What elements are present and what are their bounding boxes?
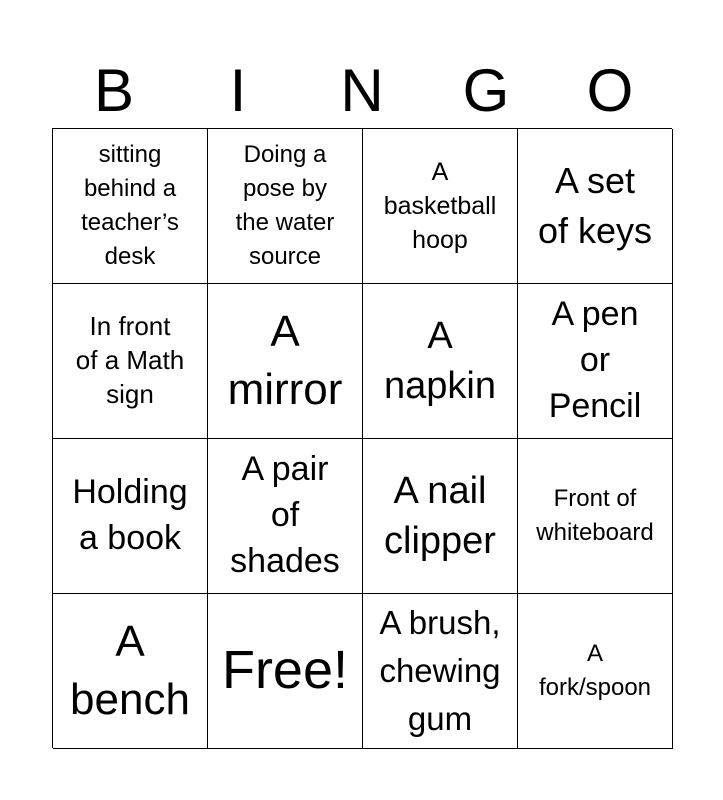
header-letter-b: B — [93, 57, 135, 124]
header-letter-i: I — [229, 57, 247, 124]
bingo-cell-text: A nail clipper — [384, 469, 496, 562]
bingo-cell — [53, 129, 208, 284]
header-letter-n: N — [340, 57, 384, 124]
bingo-cell — [363, 129, 518, 284]
bingo-cell-text: sitting behind a teacher’s desk — [81, 140, 179, 271]
bingo-cell-text: A fork/spoon — [538, 639, 652, 701]
bingo-cell — [53, 284, 208, 439]
bingo-cell-text: A pen or Pencil — [548, 295, 642, 425]
bingo-cell — [363, 594, 518, 749]
bingo-cell-text: Doing a pose by the water source — [235, 140, 335, 271]
bingo-cell free-cell — [208, 594, 363, 749]
free-cell-text: Free! — [221, 640, 349, 701]
bingo-cell-text: A bench — [70, 616, 190, 724]
bingo-cell — [208, 129, 363, 284]
bingo-cell — [518, 594, 673, 749]
header-letter-g: G — [462, 57, 510, 124]
bingo-cell — [518, 439, 673, 594]
bingo-cell-text: Holding a book — [72, 473, 188, 557]
bingo-cell-text: In front of a Math sign — [75, 311, 185, 409]
bingo-cell — [208, 284, 363, 439]
header-letter-o: O — [586, 57, 634, 124]
bingo-header — [52, 55, 672, 127]
bingo-grid — [52, 128, 672, 748]
bingo-cell-text: A basketball hoop — [383, 158, 497, 254]
bingo-cell-text: A mirror — [227, 306, 343, 414]
bingo-cell-text: A napkin — [384, 314, 496, 407]
bingo-cell — [53, 439, 208, 594]
bingo-cell-text: A pair of shades — [230, 450, 340, 580]
bingo-cell-text: Front of whiteboard — [536, 484, 654, 546]
bingo-cell — [53, 594, 208, 749]
bingo-cell — [518, 284, 673, 439]
bingo-cell-text: A brush, chewing gum — [379, 604, 501, 737]
bingo-cell — [363, 284, 518, 439]
bingo-cell-text: A set of keys — [537, 159, 653, 251]
bingo-cell — [363, 439, 518, 594]
bingo-cell — [518, 129, 673, 284]
bingo-cell — [208, 439, 363, 594]
